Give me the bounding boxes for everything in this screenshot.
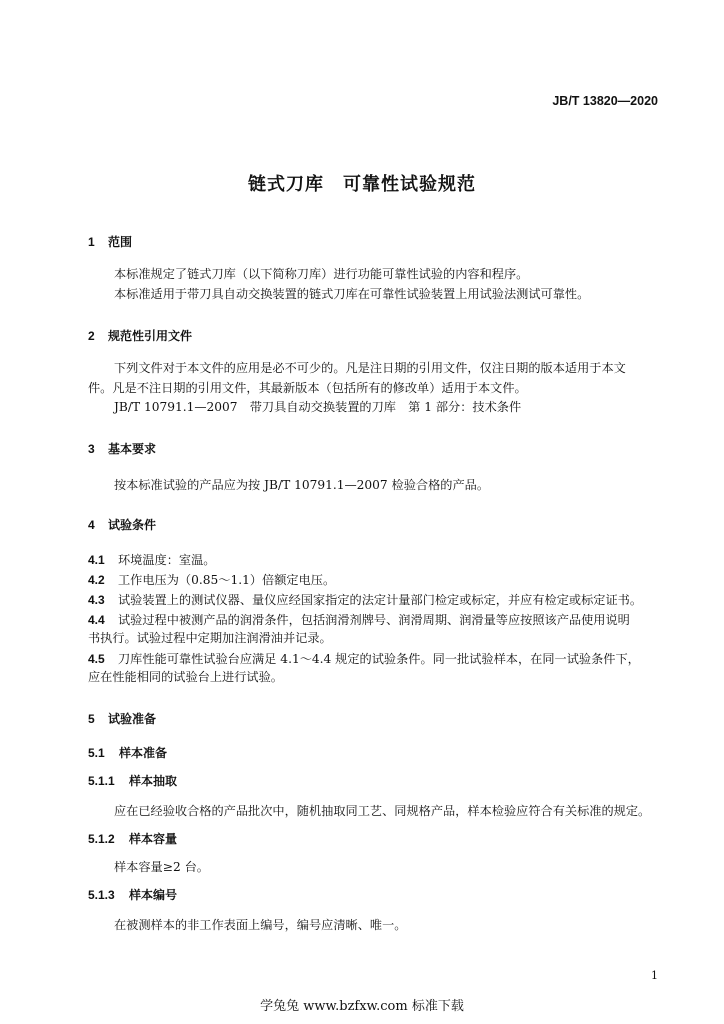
clause-text: 环境温度：室温。 bbox=[118, 553, 216, 567]
page-number: 1 bbox=[651, 969, 658, 982]
clause-number: 4.4 bbox=[88, 613, 105, 627]
paragraph: 应在已经验收合格的产品批次中，随机抽取同工艺、同规格产品，样本检验应符合有关标准的规定。 bbox=[114, 804, 651, 818]
clause-text: 试验装置上的测试仪器、量仪应经国家指定的法定计量部门检定或标定，并应有检定或标定证书。 bbox=[118, 593, 643, 607]
section-4-heading bbox=[88, 516, 156, 533]
footer-watermark: 学兔兔 www.bzfxw.com 标准下载 bbox=[260, 999, 464, 1014]
clause-4-5 bbox=[88, 650, 640, 667]
section-title: 样本编号 bbox=[129, 888, 178, 902]
clause-continuation: 书执行。试验过程中定期加注润滑油并记录。 bbox=[88, 631, 332, 645]
clause-number: 4.2 bbox=[88, 573, 105, 587]
clause-4-2 bbox=[88, 571, 335, 588]
clause-number: 4.5 bbox=[88, 652, 105, 666]
paragraph: 本标准规定了链式刀库（以下简称刀库）进行功能可靠性试验的内容和程序。 bbox=[114, 267, 529, 281]
subsection-5-1-1-heading bbox=[88, 772, 177, 789]
clause-number: 4.1 bbox=[88, 553, 105, 567]
section-number: 3 bbox=[88, 442, 95, 456]
normative-reference: JB/T 10791.1—2007 带刀具自动交换装置的刀库 第 1 部分：技术条件 bbox=[114, 400, 522, 414]
clause-4-1 bbox=[88, 551, 216, 568]
section-number: 2 bbox=[88, 329, 95, 343]
clause-continuation: 应在性能相同的试验台上进行试验。 bbox=[88, 670, 283, 684]
section-number: 5.1 bbox=[88, 746, 105, 760]
section-title: 规范性引用文件 bbox=[108, 329, 193, 343]
clause-text: 工作电压为（0.85～1.1）倍额定电压。 bbox=[118, 573, 336, 587]
paragraph: 按本标准试验的产品应为按 JB/T 10791.1—2007 检验合格的产品。 bbox=[114, 478, 490, 492]
section-title: 基本要求 bbox=[108, 442, 157, 456]
paragraph: 本标准适用于带刀具自动交换装置的链式刀库在可靠性试验装置上用试验法测试可靠性。 bbox=[114, 287, 590, 301]
section-number: 5.1.3 bbox=[88, 888, 115, 902]
clause-text: 刀库性能可靠性试验台应满足 4.1～4.4 规定的试验条件。同一批试验样本，在同一试验条件下， bbox=[118, 652, 640, 666]
section-number: 5.1.2 bbox=[88, 832, 115, 846]
subsection-5-1-3-heading bbox=[88, 886, 177, 903]
section-number: 5.1.1 bbox=[88, 774, 115, 788]
paragraph: 下列文件对于本文件的应用是必不可少的。凡是注日期的引用文件，仅注日期的版本适用于本文 bbox=[114, 361, 626, 375]
document-title: 链式刀库 可靠性试验规范 bbox=[248, 174, 476, 195]
paragraph: 样本容量≥2 台。 bbox=[114, 860, 209, 874]
section-1-heading bbox=[88, 233, 132, 250]
section-number: 5 bbox=[88, 712, 95, 726]
section-title: 试验准备 bbox=[108, 712, 157, 726]
section-5-heading bbox=[88, 710, 156, 727]
section-number: 1 bbox=[88, 235, 95, 249]
standard-number: JB/T 13820—2020 bbox=[552, 94, 658, 108]
section-title: 试验条件 bbox=[108, 518, 157, 532]
section-title: 范围 bbox=[108, 235, 133, 249]
section-title: 样本抽取 bbox=[129, 774, 178, 788]
section-title: 样本准备 bbox=[119, 746, 168, 760]
paragraph-continuation: 件。凡是不注日期的引用文件，其最新版本（包括所有的修改单）适用于本文件。 bbox=[88, 381, 527, 395]
subsection-5-1-heading bbox=[88, 744, 167, 761]
section-number: 4 bbox=[88, 518, 95, 532]
paragraph: 在被测样本的非工作表面上编号，编号应清晰、唯一。 bbox=[114, 918, 407, 932]
clause-4-3 bbox=[88, 591, 642, 608]
clause-number: 4.3 bbox=[88, 593, 105, 607]
clause-4-4 bbox=[88, 611, 630, 628]
section-2-heading bbox=[88, 327, 192, 344]
clause-text: 试验过程中被测产品的润滑条件，包括润滑剂牌号、润滑周期、润滑量等应按照该产品使用说明 bbox=[118, 613, 630, 627]
subsection-5-1-2-heading bbox=[88, 830, 177, 847]
section-3-heading bbox=[88, 440, 156, 457]
section-title: 样本容量 bbox=[129, 832, 178, 846]
